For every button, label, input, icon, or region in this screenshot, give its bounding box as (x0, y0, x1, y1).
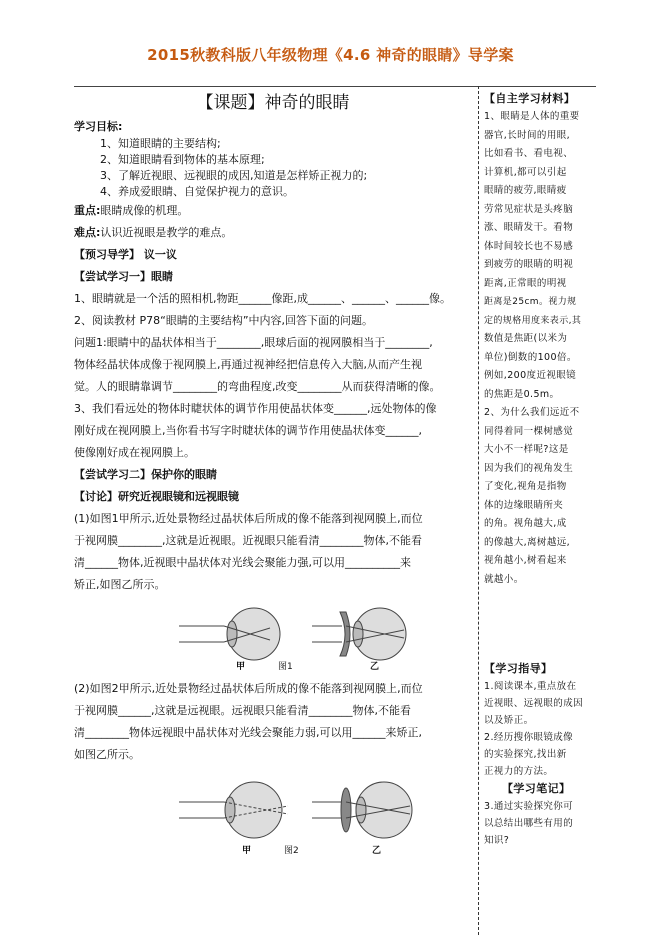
line-2: 2、阅读教材 P78“眼睛的主要结构”中内容,回答下面的问题。 (74, 314, 374, 327)
material-line: 的角。视角越大,成 (484, 518, 567, 529)
q1-line-a: (1)如图1甲所示,近处景物经过晶状体后所成的像不能落到视网膜上,而位 (74, 512, 423, 525)
difficulty (74, 222, 472, 244)
notes-heading: 【学习笔记】 (502, 782, 571, 795)
material-line: 体时间较长也不易感 (484, 240, 574, 252)
guide-line: 的实验探究,找出新 (484, 749, 567, 760)
material-line: 计算机,都可以引起 (484, 166, 567, 178)
guide-line: 3.通过实验探究你可 (484, 801, 574, 812)
document-title: 2015秋教科版八年级物理《4.6 神奇的眼睛》导学案 (147, 46, 514, 64)
material-line: 大小不一样呢?这是 (484, 444, 569, 455)
key-point (74, 200, 472, 222)
section2-heading: 【尝试学习二】保护你的眼睛 (74, 468, 217, 481)
eye-diagram-d (312, 782, 412, 838)
material-line: 体的边缘眼睛所夹 (484, 499, 564, 511)
q2-line-c: 清________物体远视眼中晶状体对光线会聚能力弱,可以用______来矫正, (74, 726, 422, 739)
material-line: 涨、眼睛发干。看物 (484, 222, 574, 233)
sidebar-material (484, 90, 586, 589)
material-line: 比如看书、看电视、 (484, 148, 574, 159)
guide-line: 以总结出哪些有用的 (484, 818, 574, 829)
q2-line-d: 如图乙所示。 (74, 748, 140, 761)
material-line: 1、眼睛是人体的重要 (484, 111, 580, 122)
guide-heading: 【学习指导】 (484, 662, 553, 675)
material-line: 同得着同一棵树感觉 (484, 425, 574, 437)
figure-1-caption: 图1 (278, 662, 293, 672)
material-line: 单位)倒数的100倍。 (484, 351, 577, 363)
q2-line-b: 于视网膜______,这就是远视眼。远视眼只能看清________物体,不能看 (74, 704, 411, 717)
line-3: 问题1:眼睛中的晶状体相当于________,眼球后面的视网膜相当于________, (74, 336, 433, 349)
q1-line-b: 于视网膜________,这就是近视眼。近视眼只能看清________物体,不能看 (74, 534, 422, 547)
material-line: 眼睛的疲劳,眼睛疲 (484, 185, 567, 196)
material-line: 2、为什么我们远近不 (484, 407, 580, 418)
guide-line: 1.阅读课本,重点放在 (484, 681, 577, 692)
material-line: 到疲劳的眼睛的明视 (484, 259, 574, 270)
figure-1-label-a: 甲 (236, 662, 246, 672)
material-line: 的像越大,离树越远, (484, 536, 571, 548)
goal-4: 4、养成爱眼睛、自觉保护视力的意识。 (100, 185, 294, 198)
diff-text: 认识近视眼是教学的难点。 (100, 226, 233, 239)
q2-line-a: (2)如图2甲所示,近处景物经过晶状体后所成的像不能落到视网膜上,而位 (74, 682, 423, 695)
line-5: 觉。人的眼睛靠调节________的弯曲程度,改变________从而获得清晰的像。 (74, 380, 441, 393)
key-text: 眼睛成像的机理。 (100, 204, 189, 217)
figure-1-label-b: 乙 (370, 662, 380, 672)
diff-label: 难点: (74, 226, 101, 239)
lesson-title: 【课题】神奇的眼睛 (196, 93, 350, 113)
material-line: 视角越小,树看起来 (484, 555, 567, 566)
figure-1-drawing (74, 598, 472, 676)
goal-1: 1、知道眼睛的主要结构; (100, 137, 221, 150)
figure-1 (74, 598, 472, 676)
guide-line: 正视力的方法。 (484, 766, 554, 777)
material-line: 定的规格用度来表示,其 (484, 315, 582, 326)
figure-2-caption: 图2 (284, 846, 299, 856)
q1-line-d: 矫正,如图乙所示。 (74, 578, 166, 591)
key-label: 重点: (74, 204, 101, 217)
section1-heading: 【尝试学习一】眼睛 (74, 270, 173, 283)
guide-line: 知识? (484, 835, 510, 846)
line-4: 物体经晶状体成像于视网膜上,再通过视神经把信息传入大脑,从而产生视 (74, 358, 422, 371)
figure-2-label-b: 乙 (372, 846, 382, 856)
line-6: 3、我们看远处的物体时睫状体的调节作用使晶状体变______,远处物体的像 (74, 402, 437, 415)
material-line: 就越小。 (484, 573, 524, 585)
sidebar-guide (484, 660, 586, 849)
material-line: 的焦距是0.5m。 (484, 388, 560, 400)
material-line: 因为我们的视角发生 (484, 462, 574, 474)
line-1: 1、眼睛就是一个活的照相机,物距______像距,成______、______、______像。 (74, 292, 451, 305)
eye-diagram-b (312, 608, 406, 660)
goal-2: 2、知道眼睛看到物体的基本原理; (100, 153, 265, 166)
guide-line: 近视眼、远视眼的成因 (484, 698, 584, 709)
figure-2 (74, 768, 472, 854)
material-line: 了变化,视角是指物 (484, 481, 567, 492)
material-line: 例如,200度近视眼镜 (484, 370, 577, 381)
material-line: 数值是焦距(以米为 (484, 333, 568, 344)
main-column (74, 86, 472, 856)
figure-2-drawing (74, 768, 472, 854)
q1-line-c: 清______物体,近视眼中晶状体对光线会聚能力强,可以用__________来 (74, 556, 411, 569)
material-line: 距离,正常眼的明视 (484, 277, 567, 289)
material-heading: 【自主学习材料】 (484, 92, 576, 105)
line-8: 使像刚好成在视网膜上。 (74, 446, 195, 459)
goals-heading: 学习目标: (74, 120, 123, 133)
preview-heading: 【预习导学】 议一议 (74, 248, 177, 261)
material-line: 劳常见症状是头疼脑 (484, 203, 574, 215)
guide-line: 2.经历搜你眼镜成像 (484, 732, 574, 743)
figure-2-label-a: 甲 (242, 846, 252, 856)
discussion-heading: 【讨论】研究近视眼镜和远视眼镜 (74, 490, 239, 503)
line-7: 刚好成在视网膜上,当你看书写字时睫状体的调节作用使晶状体变______, (74, 424, 422, 437)
guide-line: 以及矫正。 (484, 715, 534, 726)
eye-diagram-c (179, 782, 288, 838)
material-line: 器官,长时间的用眼, (484, 129, 571, 141)
column-divider (478, 86, 479, 935)
eye-diagram-a (179, 608, 280, 660)
material-line: 距离是25cm。视力规 (484, 297, 577, 307)
goal-3: 3、了解近视眼、远视眼的成因,知道是怎样矫正视力的; (100, 169, 368, 182)
